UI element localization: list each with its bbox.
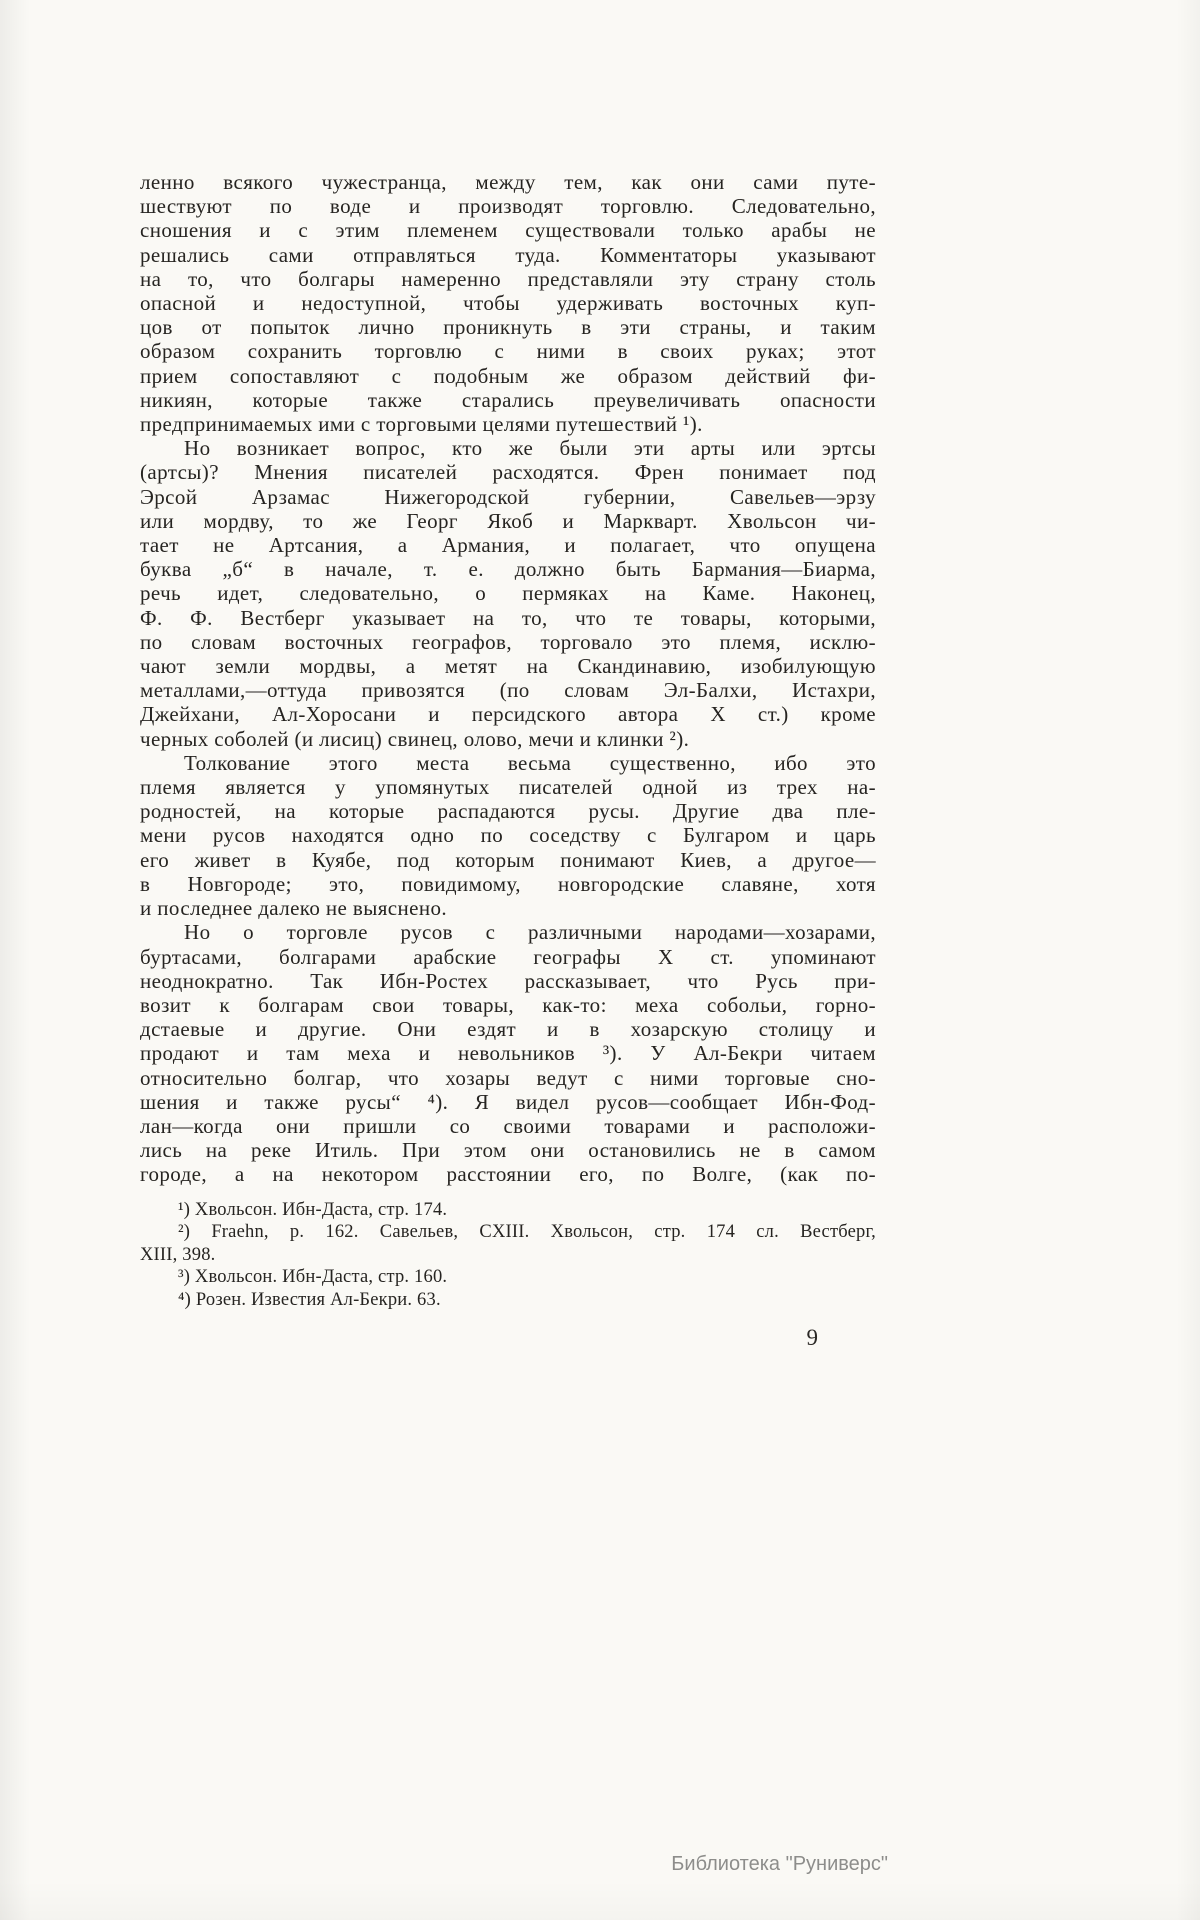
footnote xyxy=(140,1266,876,1289)
text-line: продают и там меха и невольников ³). У Ал-Бекри читаем xyxy=(140,1041,876,1066)
text-line: и последнее далеко не выяснено. xyxy=(140,896,448,921)
text-line: относительно болгар, что хозары ведут с ними торговые сно- xyxy=(140,1065,876,1090)
text-line: решались сами отправляться туда. Комментаторы указывают xyxy=(140,242,876,267)
body-text xyxy=(140,170,876,1187)
text-line: Толкование этого места весьма существенно, ибо это xyxy=(184,750,876,775)
text-line: черных соболей (и лисиц) свинец, олово, мечи и клинки ²). xyxy=(140,726,690,751)
text-line: на то, что болгары намеренно представляли эту страну столь xyxy=(140,266,876,291)
footnotes xyxy=(140,1199,876,1312)
text-line: Ф. Ф. Вестберг указывает на то, что те товары, которыми, xyxy=(140,605,876,630)
text-line: XIII, 398. xyxy=(140,1244,216,1265)
text-line: Джейхани, Ал-Хоросани и персидского автора X ст.) кроме xyxy=(140,702,876,727)
footnote xyxy=(140,1221,876,1266)
footnote xyxy=(140,1199,876,1222)
text-line: буртасами, болгарами арабские географы X ст. упоминают xyxy=(140,944,876,969)
text-line: металлами,—оттуда привозятся (по словам Эл-Балхи, Истахри, xyxy=(140,678,876,703)
text-line: предпринимаемых ими с торговыми целями путешествий ¹). xyxy=(140,412,703,437)
text-line: ¹) Хвольсон. Ибн-Даста, стр. 174. xyxy=(178,1199,448,1220)
text-line: образом сохранить торговлю с ними в своих руках; этот xyxy=(140,339,876,364)
text-line: его живет в Куябе, под которым понимают Киев, а другое— xyxy=(140,847,876,872)
text-line: шествуют по воде и производят торговлю. Следовательно, xyxy=(140,194,876,219)
text-line: ленно всякого чужестранца, между тем, как они сами путе- xyxy=(140,170,876,194)
text-line: (артсы)? Мнения писателей расходятся. Френ понимает под xyxy=(140,460,876,485)
text-column xyxy=(140,170,876,1351)
paragraph xyxy=(140,436,876,751)
text-line: чают земли мордвы, а метят на Скандинавию, изобилующую xyxy=(140,654,876,679)
text-line: дстаевые и другие. Они ездят и в хозарскую столицу и xyxy=(140,1017,876,1042)
text-line: городе, а на некотором расстоянии его, по Волге, (как по- xyxy=(140,1162,876,1187)
watermark: Библиотека "Руниверс" xyxy=(671,1853,888,1875)
paragraph xyxy=(140,751,876,920)
text-line: цов от попыток лично проникнуть в эти страны, и таким xyxy=(140,315,876,340)
text-line: ⁴) Розен. Известия Ал-Бекри. 63. xyxy=(178,1289,441,1310)
text-line: сношения и с этим племенем существовали только арабы не xyxy=(140,218,876,243)
paragraph xyxy=(140,920,876,1186)
paragraph xyxy=(140,170,876,436)
text-line: речь идет, следовательно, о пермяках на Каме. Наконец, xyxy=(140,581,876,606)
text-line: Но о торговле русов с различными народами—хозарами, xyxy=(184,920,876,945)
footnote xyxy=(140,1289,876,1312)
text-line: прием сопоставляют с подобным же образом действий фи- xyxy=(140,363,876,388)
text-line: тает не Артсания, а Армания, и полагает, что опущена xyxy=(140,533,876,558)
text-line: опасной и недоступной, чтобы удерживать восточных куп- xyxy=(140,291,876,316)
text-line: ²) Fraehn, p. 162. Савельев, CXIII. Хвольсон, стр. 174 сл. Вестберг, xyxy=(178,1222,876,1243)
text-line: или мордву, то же Георг Якоб и Маркварт. Хвольсон чи- xyxy=(140,508,876,533)
text-line: в Новгороде; это, повидимому, новгородские славяне, хотя xyxy=(140,871,876,896)
text-line: буква „б“ в начале, т. е. должно быть Бармания—Биарма, xyxy=(140,557,876,582)
text-line: Эрсой Арзамас Нижегородской губернии, Савельев—эрзу xyxy=(140,484,876,509)
text-line: возит к болгарам свои товары, как-то: меха собольи, горно- xyxy=(140,992,876,1017)
text-line: никиян, которые также старались преувеличивать опасности xyxy=(140,387,876,412)
page-number: 9 xyxy=(806,1325,818,1351)
text-line: родностей, на которые распадаются русы. Другие два пле- xyxy=(140,799,876,824)
text-line: Но возникает вопрос, кто же были эти арты или эртсы xyxy=(184,436,876,461)
text-line: неоднократно. Так Ибн-Ростех рассказывает, что Русь при- xyxy=(140,968,876,993)
text-line: лись на реке Итиль. При этом они остановились не в самом xyxy=(140,1138,876,1163)
text-line: мени русов находятся одно по соседству с Булгаром и царь xyxy=(140,823,876,848)
text-line: лан—когда они пришли со своими товарами и расположи- xyxy=(140,1113,876,1138)
text-line: племя является у упомянутых писателей одной из трех на- xyxy=(140,775,876,800)
text-line: по словам восточных географов, торговало это племя, исклю- xyxy=(140,629,876,654)
text-line: ³) Хвольсон. Ибн-Даста, стр. 160. xyxy=(178,1267,448,1288)
text-line: шения и также русы“ ⁴). Я видел русов—сообщает Ибн-Фод- xyxy=(140,1089,876,1114)
